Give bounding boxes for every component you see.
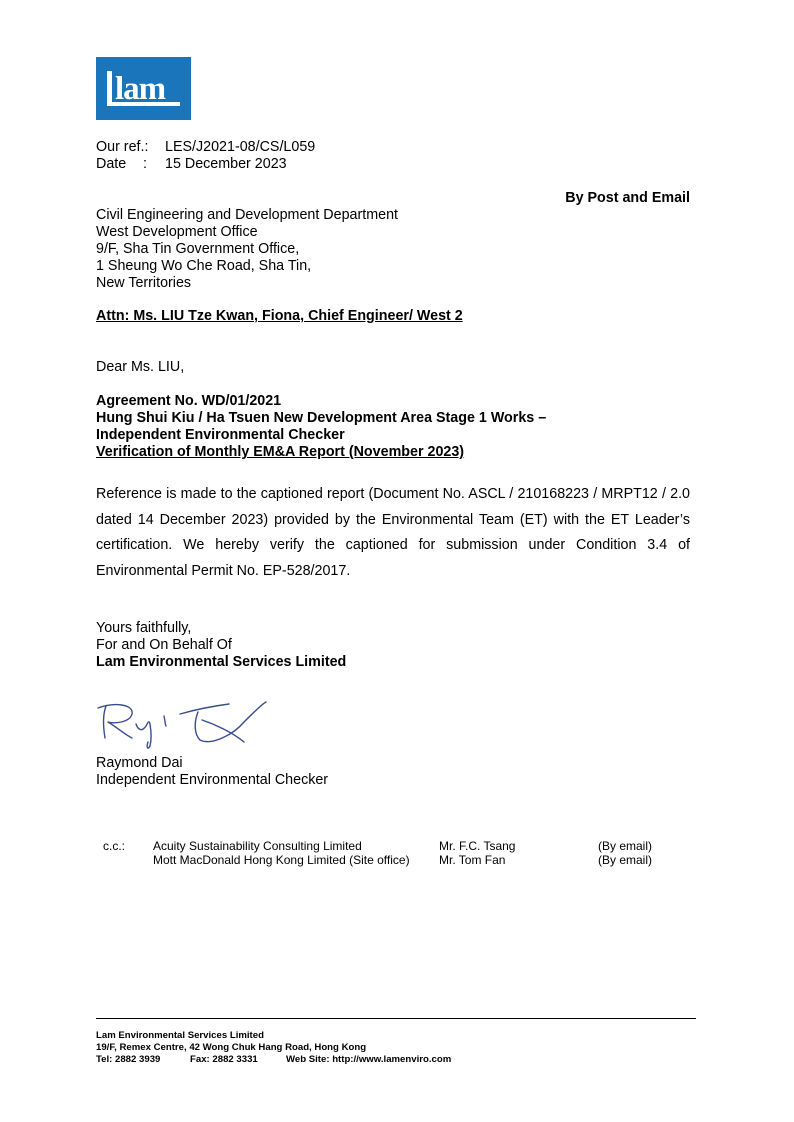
logo-bar-vertical	[107, 71, 112, 105]
subject-project: Hung Shui Kiu / Ha Tsuen New Development Area Stage 1 Works –	[96, 410, 547, 426]
delivery-method: By Post and Email	[565, 190, 690, 206]
footer-address: 19/F, Remex Centre, 42 Wong Chuk Hang Road, Hong Kong	[96, 1042, 367, 1053]
date-value: 15 December 2023	[165, 156, 287, 172]
footer-divider	[96, 1018, 696, 1019]
closing-line: Yours faithfully,	[96, 620, 192, 636]
footer-fax: Fax: 2882 3331	[190, 1054, 258, 1065]
footer-company: Lam Environmental Services Limited	[96, 1030, 264, 1041]
subject-title: Verification of Monthly EM&A Report (November 2023)	[96, 444, 465, 460]
cc-method: (By email)	[598, 839, 653, 853]
cc-org: Acuity Sustainability Consulting Limited	[153, 839, 362, 853]
address-line: New Territories	[96, 275, 192, 291]
footer-website: Web Site: http://www.lamenviro.com	[286, 1054, 452, 1065]
footer-tel: Tel: 2882 3939	[96, 1054, 161, 1065]
signature	[94, 698, 269, 756]
address-line: West Development Office	[96, 224, 258, 240]
signatory-title: Independent Environmental Checker	[96, 772, 329, 788]
cc-person: Mr. Tom Fan	[439, 853, 506, 867]
subject-role: Independent Environmental Checker	[96, 427, 345, 443]
company-logo	[96, 57, 191, 120]
date-label: Date	[96, 156, 127, 172]
signatory-name: Raymond Dai	[96, 755, 183, 771]
body-paragraph: Reference is made to the captioned report (Document No. ASCL / 210168223 / MRPT12 / 2.0 dated 14 December 2023) provided by the Environmental Team (ET) with the ET Leader’s certification. We hereby verify the captioned for submission under Condition 3.4 of Environmental Permit No. EP-528/2017.	[96, 486, 690, 579]
logo-wordmark: lam	[115, 71, 166, 107]
address-line: 9/F, Sha Tin Government Office,	[96, 241, 300, 257]
ref-value: LES/J2021-08/CS/L059	[165, 139, 316, 155]
cc-org: Mott MacDonald Hong Kong Limited (Site office)	[153, 853, 410, 867]
salutation: Dear Ms. LIU,	[96, 359, 185, 375]
attention-line: Attn: Ms. LIU Tze Kwan, Fiona, Chief Engineer/ West 2	[96, 308, 463, 324]
address-line: Civil Engineering and Development Department	[96, 207, 398, 223]
cc-method: (By email)	[598, 853, 653, 867]
closing-company: Lam Environmental Services Limited	[96, 654, 347, 670]
ref-label: Our ref.:	[96, 139, 149, 155]
closing-line: For and On Behalf Of	[96, 637, 232, 653]
cc-person: Mr. F.C. Tsang	[439, 839, 516, 853]
subject-agreement: Agreement No. WD/01/2021	[96, 393, 282, 409]
date-separator: :	[143, 156, 147, 172]
cc-label: c.c.:	[103, 839, 126, 853]
address-line: 1 Sheung Wo Che Road, Sha Tin,	[96, 258, 312, 274]
